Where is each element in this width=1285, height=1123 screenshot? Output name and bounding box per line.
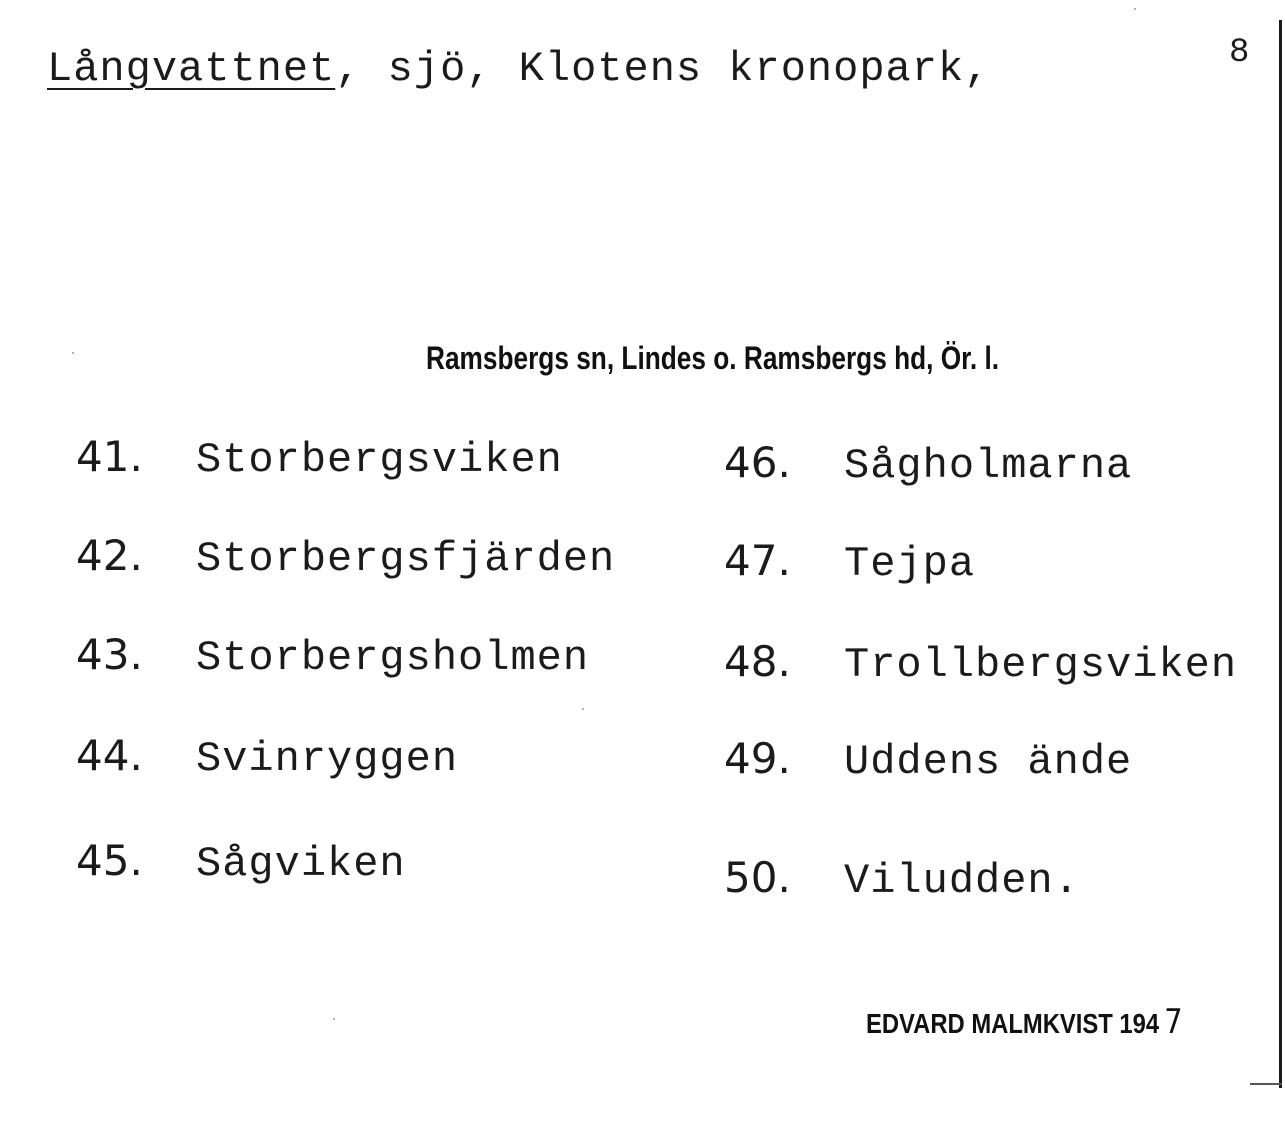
entry-name: Tejpa — [844, 540, 976, 588]
entry-number: 42. — [76, 531, 143, 580]
stamp-text: EDVARD MALMKVIST 194 — [866, 1008, 1160, 1039]
list-item — [724, 853, 1080, 905]
entry-name: Storbergsholmen — [196, 634, 590, 682]
entry-number: 50. — [724, 853, 791, 902]
entry-number: 49. — [724, 734, 791, 783]
list-item — [724, 734, 1133, 786]
list-item — [724, 637, 1238, 689]
list-item — [76, 432, 563, 484]
entry-name: Viludden. — [844, 857, 1080, 905]
list-item — [76, 630, 590, 682]
entry-name: Svinryggen — [196, 735, 459, 783]
card-number: 8 — [1229, 34, 1250, 72]
entry-name: Uddens ände — [844, 738, 1133, 786]
entry-number: 48. — [724, 637, 791, 686]
list-item — [76, 836, 406, 888]
card-title — [47, 45, 991, 93]
card-bottom-edge — [1250, 1083, 1282, 1085]
entry-number: 43. — [76, 630, 143, 679]
list-item — [724, 438, 1133, 490]
entry-number: 47. — [724, 536, 791, 585]
entry-name: Sågviken — [196, 840, 406, 888]
author-stamp — [866, 1002, 1183, 1042]
entry-number: 41. — [76, 432, 143, 481]
parish-line: Ramsbergs sn, Lindes o. Ramsbergs hd, Ör. l. — [426, 340, 1000, 376]
entry-name: Sågholmarna — [844, 442, 1133, 490]
paper-speck — [72, 352, 74, 354]
entry-number: 44. — [76, 731, 143, 780]
paper-speck — [333, 1018, 335, 1020]
entry-number: 45. — [76, 836, 143, 885]
title-rest: , sjö, Klotens kronopark, — [335, 45, 991, 93]
paper-speck — [582, 708, 584, 710]
entry-name: Storbergsviken — [196, 436, 563, 484]
card-right-edge — [1279, 20, 1282, 1088]
paper-speck — [1134, 8, 1136, 10]
list-item — [76, 531, 616, 583]
entry-number: 46. — [724, 438, 791, 487]
entry-name: Trollbergsviken — [844, 641, 1238, 689]
handwritten-year-digit: 7 — [1164, 1002, 1183, 1042]
lake-name: Långvattnet — [47, 45, 336, 93]
list-item — [724, 536, 976, 588]
entry-name: Storbergsfjärden — [196, 535, 616, 583]
list-item — [76, 731, 459, 783]
